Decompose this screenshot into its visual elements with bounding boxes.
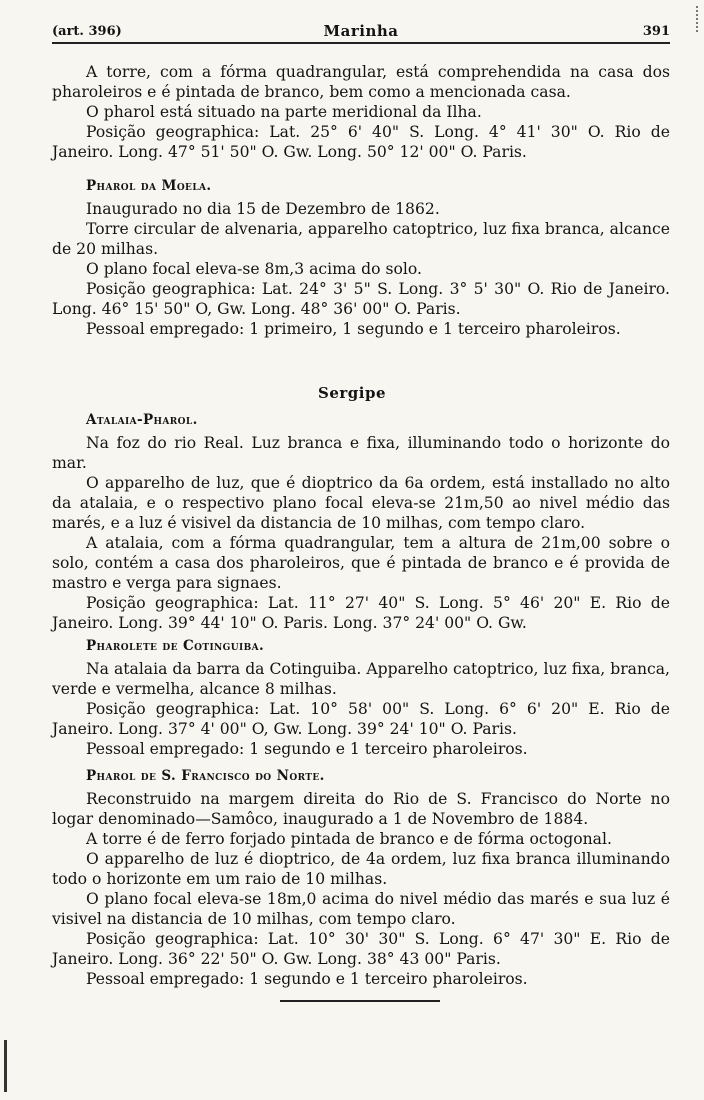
paragraph: Na foz do rio Real. Luz branca e fixa, illuminando todo o horizonte do mar. bbox=[52, 434, 670, 472]
page-header bbox=[52, 22, 670, 44]
running-title: Marinha bbox=[323, 22, 399, 40]
paragraph: Pessoal empregado: 1 primeiro, 1 segundo e 1 terceiro pharoleiros. bbox=[86, 320, 621, 338]
section-heading: Pharol de S. Francisco do Norte. bbox=[86, 768, 325, 784]
page-edge-mark bbox=[676, 6, 698, 32]
moela-section bbox=[52, 176, 670, 339]
paragraph: A torre, com a fórma quadrangular, está comprehendida na casa dos pharoleiros e é pintada de branco, bem como a mencionada casa. bbox=[52, 63, 670, 101]
article-reference: (art. 396) bbox=[52, 24, 122, 39]
paragraph: Na atalaia da barra da Cotinguiba. Apparelho catoptrico, luz fixa, branca, verde e vermelha, alcance 8 milhas. bbox=[52, 660, 670, 698]
paragraph: Posição geographica: Lat. 10° 30' 30" S. Long. 6° 47' 30" E. Rio de Janeiro. Long. 36° 22' 50" O. Gw. Long. 38° 43 00" Paris. bbox=[52, 930, 670, 968]
section-heading: Pharol da Moela. bbox=[86, 178, 212, 194]
header-rule bbox=[52, 42, 670, 44]
paragraph: Torre circular de alvenaria, apparelho catoptrico, luz fixa branca, alcance de 20 milhas. bbox=[52, 220, 670, 258]
intro-section bbox=[52, 62, 670, 162]
paragraph: O apparelho de luz, que é dioptrico da 6a ordem, está installado no alto da atalaia, e o respectivo plano focal eleva-se 21m,50 ao nivel médio das marés, e a luz é visivel da distancia de 10 milhas, com tempo claro. bbox=[52, 474, 670, 532]
binding-edge-mark bbox=[4, 1040, 7, 1092]
paragraph: Pessoal empregado: 1 segundo e 1 terceiro pharoleiros. bbox=[86, 970, 528, 988]
paragraph: Inaugurado no dia 15 de Dezembro de 1862. bbox=[86, 200, 440, 218]
paragraph: Posição geographica: Lat. 25° 6' 40" S. Long. 4° 41' 30" O. Rio de Janeiro. Long. 47° 51' 50" O. Gw. Long. 50° 12' 00" O. Paris. bbox=[52, 123, 670, 161]
section-heading: Atalaia-Pharol. bbox=[86, 412, 198, 428]
page-number: 391 bbox=[642, 24, 670, 39]
paragraph: Posição geographica: Lat. 10° 58' 00" S. Long. 6° 6' 20" E. Rio de Janeiro. Long. 37° 4' 00" O, Gw. Long. 39° 24' 10" O. Paris. bbox=[52, 700, 670, 738]
province-title: Sergipe bbox=[318, 384, 386, 402]
paragraph: Reconstruido na margem direita do Rio de S. Francisco do Norte no logar denominado—Samôco, inaugurado a 1 de Novembro de 1884. bbox=[52, 790, 670, 828]
paragraph: A torre é de ferro forjado pintada de branco e de fórma octogonal. bbox=[86, 830, 612, 848]
paragraph: Posição geographica: Lat. 24° 3' 5" S. Long. 3° 5' 30" O. Rio de Janeiro. Long. 46° 15' 50" O, Gw. Long. 48° 36' 00" O. Paris. bbox=[52, 280, 670, 318]
paragraph: Posição geographica: Lat. 11° 27' 40" S. Long. 5° 46' 20" E. Rio de Janeiro. Long. 39° 44' 10" O. Paris. Long. 37° 24' 00" O. Gw. bbox=[52, 594, 670, 632]
paragraph: O plano focal eleva-se 8m,3 acima do solo. bbox=[86, 260, 422, 278]
paragraph: O pharol está situado na parte meridional da Ilha. bbox=[86, 103, 482, 121]
sfrancisco-section bbox=[52, 766, 670, 989]
atalaia-section bbox=[52, 410, 670, 633]
paragraph: O apparelho de luz é dioptrico, de 4a ordem, luz fixa branca illuminando todo o horizonte em um raio de 10 milhas. bbox=[52, 850, 670, 888]
section-heading: Pharolete de Cotinguiba. bbox=[86, 638, 265, 654]
closing-rule bbox=[280, 1000, 440, 1002]
paragraph: A atalaia, com a fórma quadrangular, tem a altura de 21m,00 sobre o solo, contém a casa dos pharoleiros, que é pintada de branco e é provida de mastro e verga para signaes. bbox=[52, 534, 670, 592]
cotinguiba-section bbox=[52, 636, 670, 759]
paragraph: Pessoal empregado: 1 segundo e 1 terceiro pharoleiros. bbox=[86, 740, 528, 758]
paragraph: O plano focal eleva-se 18m,0 acima do nivel médio das marés e sua luz é visivel na distancia de 10 milhas, com tempo claro. bbox=[52, 890, 670, 928]
